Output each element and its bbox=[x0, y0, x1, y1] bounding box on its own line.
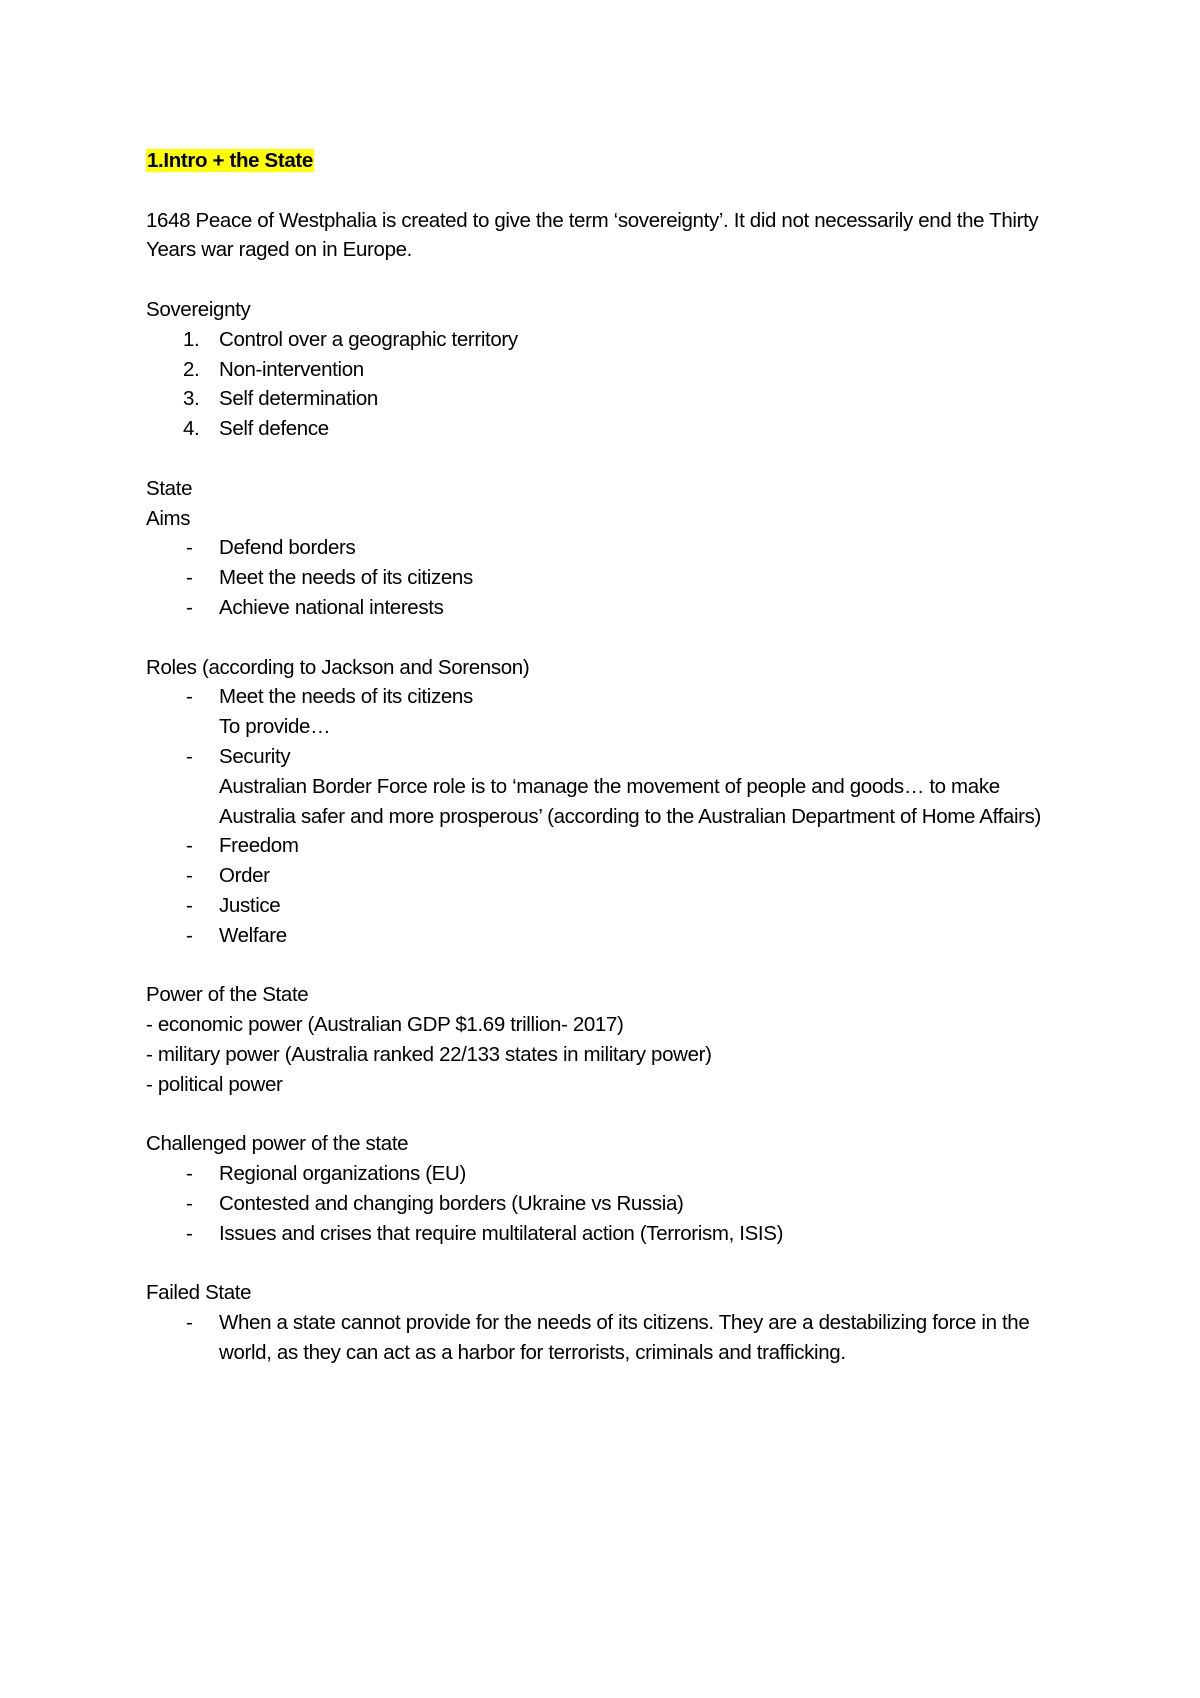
roles-security-list bbox=[146, 742, 1066, 772]
list-item-text: Issues and crises that require multilateral action (Terrorism, ISIS) bbox=[219, 1221, 784, 1245]
power-line: - military power (Australia ranked 22/133 states in military power) bbox=[146, 1042, 712, 1066]
list-item-text: Defend borders bbox=[219, 536, 356, 560]
list-item bbox=[146, 1219, 1066, 1249]
list-item bbox=[146, 742, 1066, 772]
list-item bbox=[146, 891, 1066, 921]
aims-heading: Aims bbox=[146, 506, 191, 530]
power-line: - economic power (Australian GDP $1.69 trillion- 2017) bbox=[146, 1013, 624, 1037]
sovereignty-list bbox=[146, 325, 1066, 444]
list-item-text: Self determination bbox=[219, 387, 378, 411]
list-item bbox=[146, 1308, 1066, 1368]
list-item-text: When a state cannot provide for the needs of its citizens. They are a destabilizing force in the world, as they can act as a harbor for terrorists, criminals and trafficking. bbox=[219, 1311, 1030, 1364]
dash-bullet: - bbox=[186, 1191, 193, 1215]
failed-state-heading: Failed State bbox=[146, 1281, 252, 1305]
list-item-text: Self defence bbox=[219, 417, 329, 441]
failed-state-list bbox=[146, 1308, 1066, 1368]
list-number: 3. bbox=[183, 387, 200, 411]
list-item-text: Regional organizations (EU) bbox=[219, 1162, 466, 1186]
dash-bullet: - bbox=[186, 1221, 193, 1245]
list-item bbox=[146, 1159, 1066, 1189]
list-item-text: Freedom bbox=[219, 834, 299, 858]
dash-bullet: - bbox=[186, 923, 193, 947]
list-item bbox=[146, 861, 1066, 891]
document-body bbox=[146, 146, 1066, 1368]
dash-bullet: - bbox=[186, 566, 193, 590]
list-item-text: Justice bbox=[219, 893, 281, 917]
list-item bbox=[146, 1189, 1066, 1219]
list-item-text: Order bbox=[219, 864, 270, 888]
list-item bbox=[146, 593, 1066, 623]
power-line: - political power bbox=[146, 1072, 283, 1096]
challenged-heading: Challenged power of the state bbox=[146, 1132, 409, 1156]
list-item-text: Meet the needs of its citizens bbox=[219, 685, 473, 709]
dash-bullet: - bbox=[186, 893, 193, 917]
aims-list bbox=[146, 533, 1066, 622]
list-item-text: Control over a geographic territory bbox=[219, 327, 518, 351]
list-item-text: Welfare bbox=[219, 923, 287, 947]
list-item bbox=[146, 831, 1066, 861]
list-item bbox=[146, 384, 1066, 414]
list-item-text: Achieve national interests bbox=[219, 595, 444, 619]
dash-bullet: - bbox=[186, 595, 193, 619]
list-item-text: Non-intervention bbox=[219, 357, 364, 381]
border-force-text: Australian Border Force role is to ‘manage the movement of people and goods… to make Australia safer and more prosperous’ (according to the Australian Department of Home Affairs) bbox=[219, 774, 1042, 828]
list-item-text: Meet the needs of its citizens bbox=[219, 566, 473, 590]
roles-values-list bbox=[146, 831, 1066, 950]
list-item bbox=[146, 414, 1066, 444]
list-item bbox=[146, 325, 1066, 355]
list-item bbox=[146, 682, 1066, 712]
list-item-text: Contested and changing borders (Ukraine vs Russia) bbox=[219, 1191, 684, 1215]
intro-paragraph: 1648 Peace of Westphalia is created to give the term ‘sovereignty’. It did not necessarily end the Thirty Years war raged on in Europe. bbox=[146, 208, 1039, 262]
list-number: 4. bbox=[183, 417, 200, 441]
roles-heading: Roles (according to Jackson and Sorenson) bbox=[146, 655, 530, 679]
dash-bullet: - bbox=[186, 834, 193, 858]
dash-bullet: - bbox=[186, 1311, 193, 1335]
list-item bbox=[146, 533, 1066, 563]
dash-bullet: - bbox=[186, 536, 193, 560]
dash-bullet: - bbox=[186, 744, 193, 768]
dash-bullet: - bbox=[186, 1162, 193, 1186]
list-number: 1. bbox=[183, 327, 200, 351]
title-highlight: 1.Intro + the State bbox=[147, 149, 313, 172]
state-heading: State bbox=[146, 476, 193, 500]
provide-text: To provide… bbox=[219, 715, 331, 739]
power-heading: Power of the State bbox=[146, 983, 309, 1007]
sovereignty-heading: Sovereignty bbox=[146, 297, 251, 321]
list-item bbox=[146, 355, 1066, 385]
list-item-text: Security bbox=[219, 744, 291, 768]
list-number: 2. bbox=[183, 357, 200, 381]
dash-bullet: - bbox=[186, 685, 193, 709]
roles-list bbox=[146, 682, 1066, 712]
dash-bullet: - bbox=[186, 864, 193, 888]
section-title bbox=[146, 146, 1066, 176]
challenged-list bbox=[146, 1159, 1066, 1248]
list-item bbox=[146, 921, 1066, 951]
list-item bbox=[146, 563, 1066, 593]
